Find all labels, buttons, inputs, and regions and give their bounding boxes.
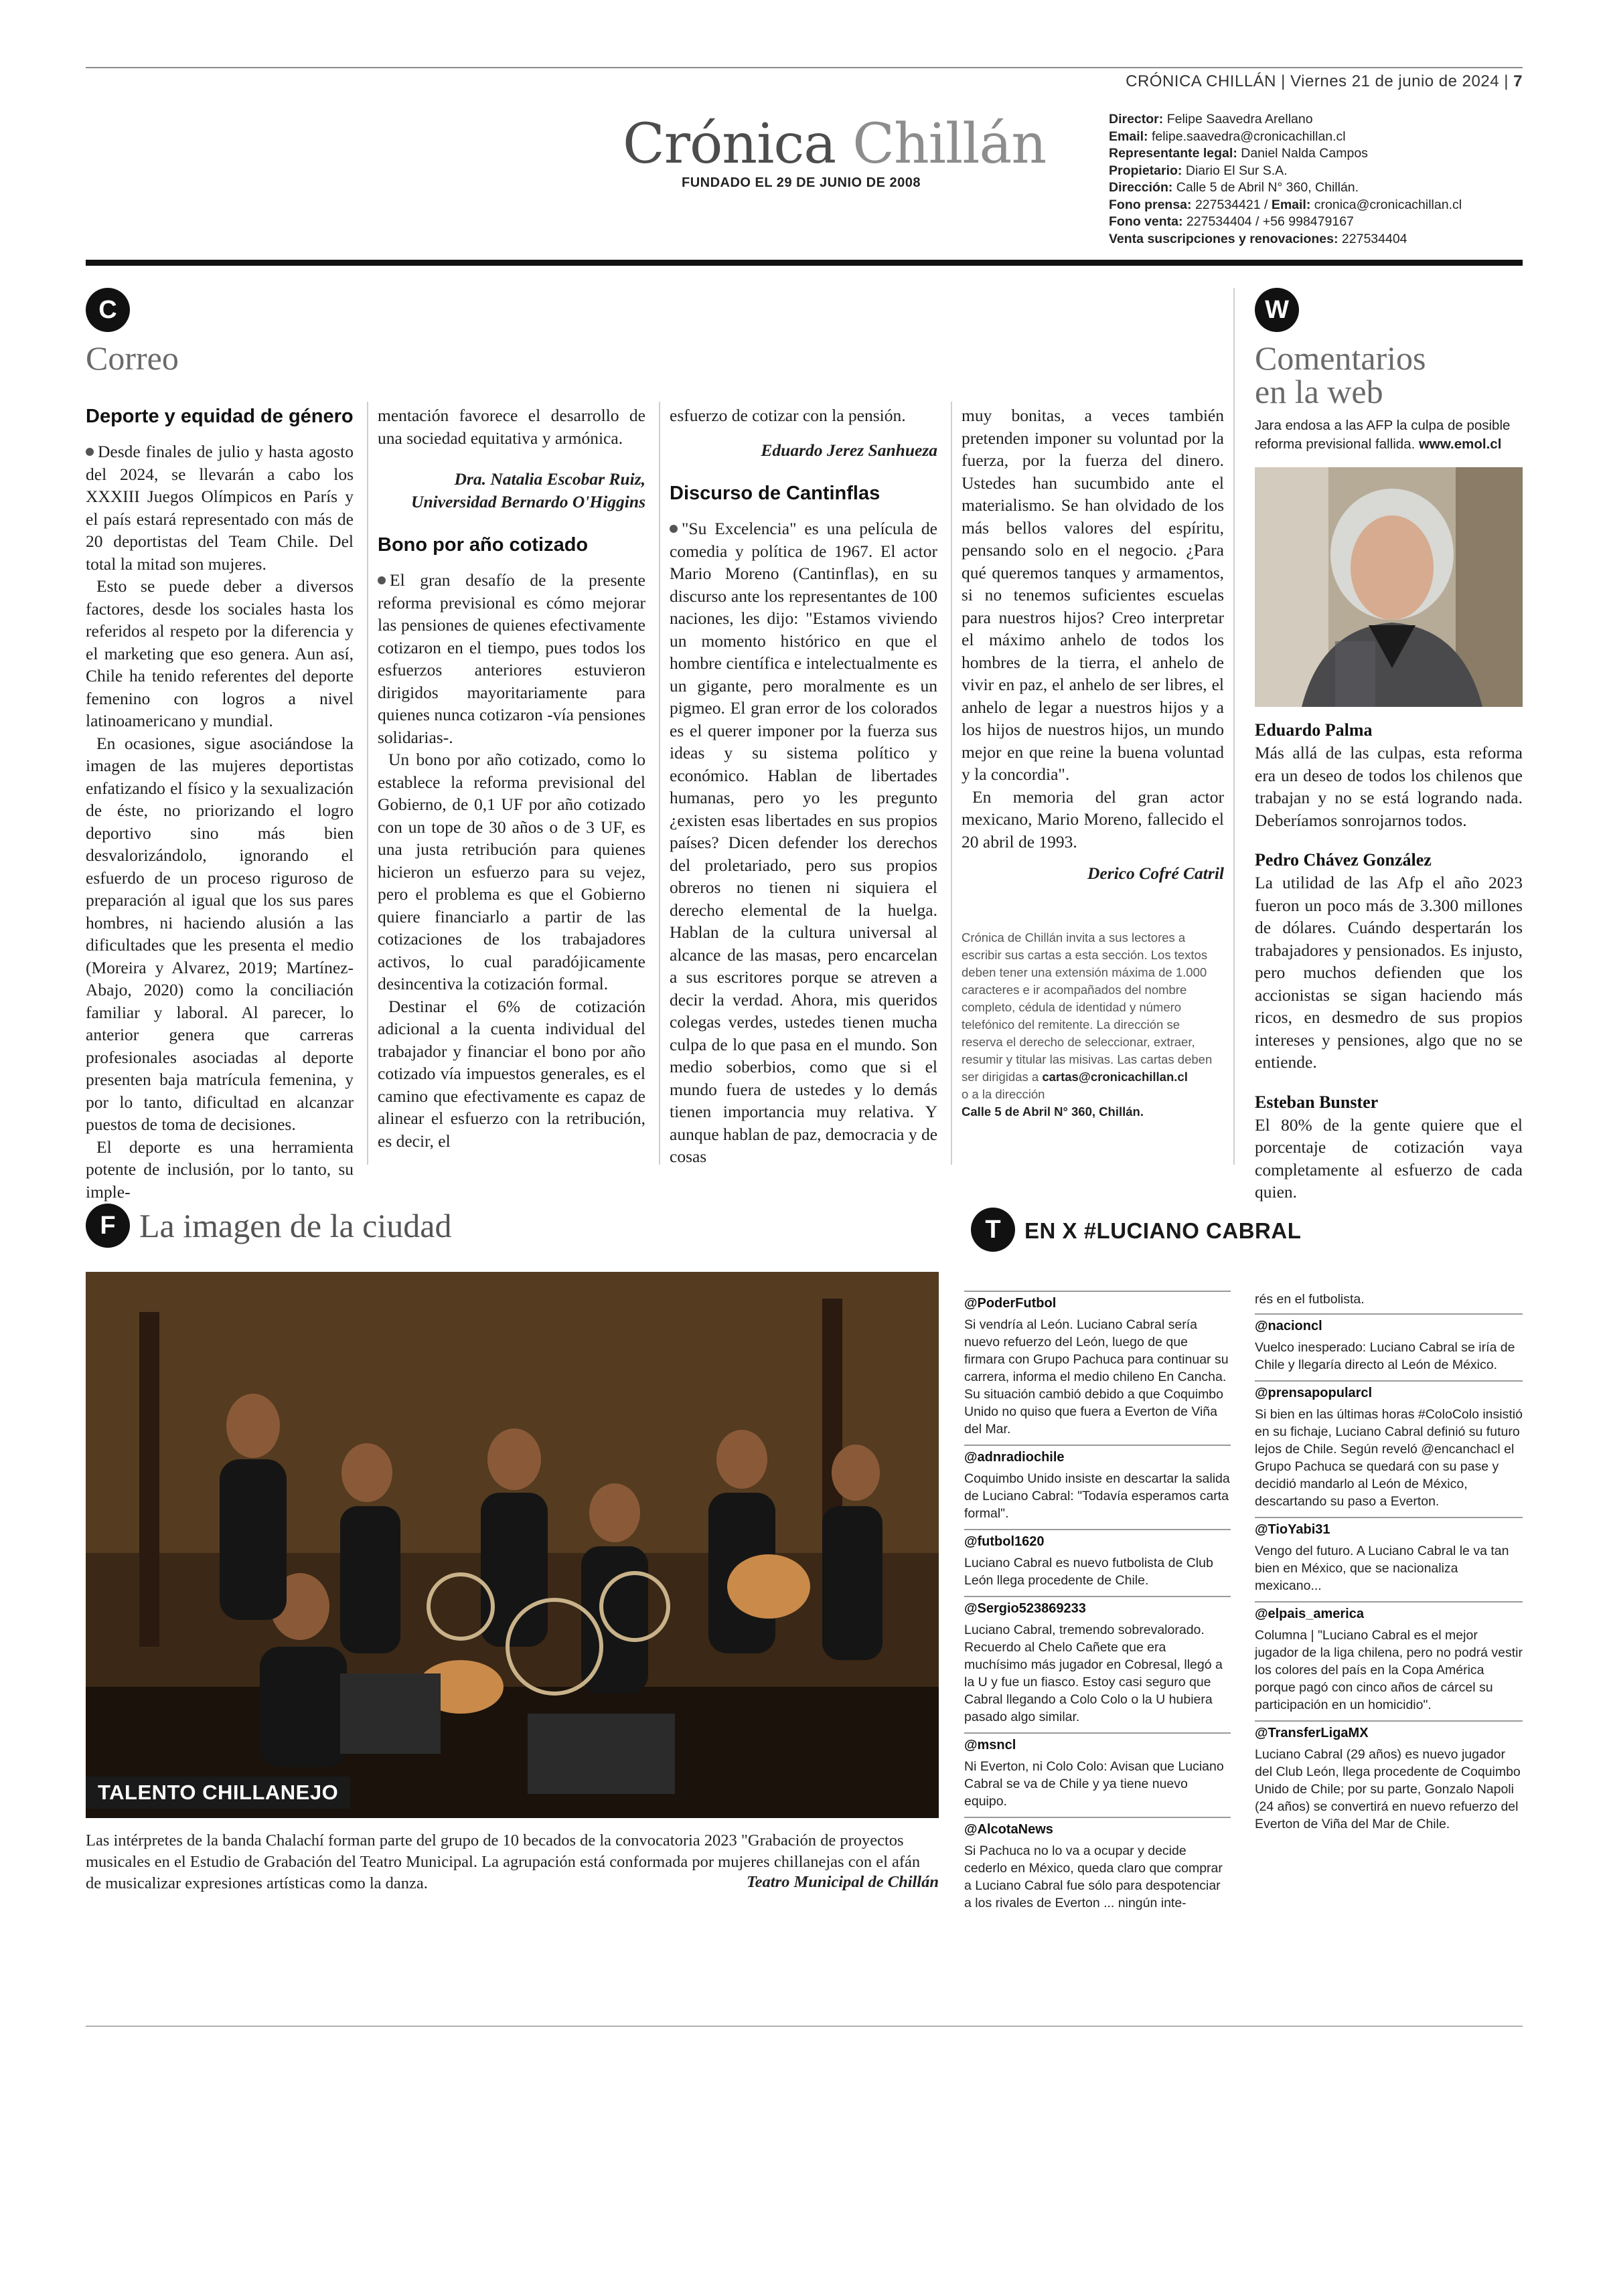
letter-column-2: mentación favorece el desarrollo de una sociedad equitativa y armónica. Dra. Natalia Escobar Ruiz, Universidad Bernardo O'Higgins Bono por año cotizado El gran desafío de la presente reforma previsional es cómo mejorar las pensiones de quienes efectivamente cotizaron en el tiempo, pues todos los esfuerzos anteriores estuvieron dirigidos mayoritariamente para quienes nunca cotizaron -vía pensiones solidarias-. Un bono por año cotizado, como lo establece la reforma previsional del Gobierno, de 0,1 UF por año cotizado con un tope de 30 años o de 3 UF, es una justa retribución para quienes hicieron un esfuerzo para su vejez, pero el problema es que el Gobierno quiere financiarlo a partir de las cotizaciones de los trabajadores activos, lo cual paradójicamente desincentiva la cotización formal. Destinar el 6% de cotización adicional a la cuenta individual del trabajador y financiar el bono por año cotizado vía impuestos generales, es el camino que efectivamente es capaz de alinear el esfuerzo con la retribución, es decir, el [378,406,645,1151]
bullet-dot [378,576,386,584]
letter-column-3: esfuerzo de cotizar con la pensión. Eduardo Jerez Sanhueza Discurso de Cantinflas "Su Excelencia" es una película de comedia y política de 1967. El actor Mario Moreno (Cantinflas), en su discurso ante los representantes de 100 naciones, les dijo: "Estamos viviendo un momento histórico en que el hombre científica e intelectualmente es un gigante, pero moralmente es un pigmeo. El gran error de los colorados es el querer imponer por la fuerza sus ideas y su sistema político y económico. Hablan de libertades humanas, pero yo les pregunto ¿existen esas libertades en sus propios países? Dicen defender los derechos del proletariado, pero sus propios obreros no tienen ni siquiera el derecho elemental de la huelga. Hablan de la cultura universal al alcance de las masas, pero encarcelan a sus escritores porque se atreven a decir la verdad. Ahora, mis queridos colegas verdes, ustedes tienen mucha culpa de lo que pasa en el mundo. Son medio soberbios, como que si el mundo fuera de ustedes y lo demás tienen importancia muy relativa. Y aunque hablan de paz, democracia y de cosas [670,406,938,1166]
tweet-text: Luciano Cabral, tremendo sobrevalorado. Recuerdo al Chelo Cañete que era muchísimo más jugador en Cobresal, llegó a la U y fue un fiasco. Estoy casi seguro que Cabral llegando a Colo Colo o la U hubiera pasado algo similar. [964,1623,1223,1724]
letter-title: Bono por año cotizado [378,534,589,556]
portrait-illustration [1255,467,1523,707]
column-divider [367,402,368,1165]
bullet-dot [86,448,94,456]
tweet-text: Coquimbo Unido insiste en descartar la salida de Luciano Cabral: "Todavía esperamos carta formal". [964,1471,1230,1521]
tweet-item [964,1529,1231,1589]
section-badge-correo: C [86,288,130,332]
tweet-continuation: rés en el futbolista. [1255,1292,1365,1307]
staff-row: Venta suscripciones y renovaciones: 227534404 [1109,231,1407,246]
tweet-handle[interactable]: @PoderFutbol [964,1296,1057,1311]
tweet-text: Columna | "Luciano Cabral es el mejor jugador de la liga chilena, pero no podrá vestir los colores del país en la Copa América porque pagó con cinco años de cárcel su participación en un homicidio". [1255,1628,1523,1712]
tweet-text: Si bien en las últimas horas #ColoColo insistió en su fichaje, Luciano Cabral definió su futuro lejos de Chile. Según reveló @encanchacl el Grupo Pachuca se quedará con su pase y decidió mandarlo al León de México, descartando su paso a Everton. [1255,1407,1523,1509]
tweet-handle[interactable]: @prensapopularcl [1255,1386,1373,1400]
section-title-web-1: Comentarios [1255,339,1426,377]
tweet-item [964,1291,1231,1438]
tweet-text: Ni Everton, ni Colo Colo: Avisan que Luciano Cabral se va de Chile y ya tiene nuevo equipo. [964,1759,1224,1809]
comment-item: Eduardo Palma Más allá de las culpas, esta reforma era un deseo de todos los chilenos que trabajan y no se está logrando nada. Deberíamos sonrojarnos todos. [1255,720,1523,830]
founded-line: FUNDADO EL 29 DE JUNIO DE 2008 [682,175,921,190]
masthead-logo [623,112,1046,176]
letter-title: Deporte y equidad de género [86,406,354,427]
section-title-x: EN X #LUCIANO CABRAL [1024,1218,1302,1243]
photo-caption: Las intérpretes de la banda Chalachí forman parte del grupo de 10 becados de la convocatoria 2023 "Grabación de proyectos musicales en el Estudio de Grabación del Teatro Municipal. La agrupación está conformada por mujeres chillanejas con el afán de musicalizar expresiones artísticas como la danza. [86,1831,921,1892]
letter-signature: Derico Cofré Catril [1087,864,1224,883]
letter-signature: Dra. Natalia Escobar Ruiz, [454,469,645,489]
web-subtitle: Jara endosa a las AFP la culpa de posible reforma previsional fallida. www.emol.cl [1255,418,1511,452]
tweet-text: Vuelco inesperado: Luciano Cabral se iría de Chile y llegaría directo al León de México. [1255,1340,1515,1372]
tweet-item [1255,1517,1523,1594]
tweet-handle[interactable]: @futbol1620 [964,1534,1045,1549]
tweet-handle[interactable]: @AlcotaNews [964,1822,1053,1837]
column-divider [1233,288,1235,1165]
tweet-handle[interactable]: @msncl [964,1738,1016,1752]
comment-author: Eduardo Palma [1255,720,1373,740]
tweet-handle[interactable]: @nacioncl [1255,1319,1322,1333]
letter-deporte: Deporte y equidad de género Desde finales de julio y hasta agosto del 2024, se llevarán a cabo los XXXIII Juegos Olímpicos en París y el país estará representado con más de 20 deportistas del Team Chile. Del total la mitad son mujeres. Esto se puede deber a diversos factores, desde los sociales hasta los referidos al respeto por la diferencia y el marketing que eso genera. Aun así, Chile ha tenido referentes del deporte femenino con logros a nivel latinoamericano y mundial. En ocasiones, sigue asociándose la imagen de las mujeres deportistas enfatizando el físico y la sexualización de éste, no priorizando el logro deportivo sino más bien desvalorizándolo, ignorando el esfuerdo de un proceso riguroso de preparación al igual que los sus pares hombres, ni haciendo alusión a las dificultades que les presenta el medio (Moreira y Alvarez, 2019; Martínez-Abajo, 2020) como la conciliación familiar y laboral. Al parecer, lo anterior genera que carreras profesionales asociadas al deporte presenten baja matrícula femenina, y por lo tanto, dificultad en alcanzar puestos de toma de decisiones. El deporte es una herramienta potente de inclusión, por lo tanto, su imple- [86,406,354,1202]
tweets-column-2 [1255,1291,1523,1839]
comment-item: Pedro Chávez González La utilidad de las Afp el año 2023 fueron un poco más de 3.300 millones de dólares. Cuándo despertarán los trabajadores y pensionados. Es injusto, pero muchos defienden que los accionistas se sigan haciendo más ricos, en desmedro de sus propios intereses y pensiones, algo que no se entiende. [1255,850,1523,1072]
folio-paper: CRÓNICA CHILLÁN [1126,72,1277,90]
photo-credit: Teatro Municipal de Chillán [746,1873,939,1891]
comment-author: Esteban Bunster [1255,1092,1379,1112]
tweets-column-1 [964,1291,1231,1918]
letter-signature: Eduardo Jerez Sanhueza [761,440,937,460]
comment-author: Pedro Chávez González [1255,850,1432,870]
tweet-item [964,1596,1231,1726]
section-badge-city: F [86,1204,130,1248]
staff-box [1109,111,1524,248]
logo-word-2: Chillán [852,112,1047,176]
tweet-text: Vengo del futuro. A Luciano Cabral le va tan bien en México, que se nacionaliza mexicano... [1255,1544,1509,1593]
bottom-rule [86,2026,1523,2027]
tweet-handle[interactable]: @adnradiochile [964,1450,1065,1465]
letter-column-4: muy bonitas, a veces también pretenden imponer su voluntad por la fuerza, por la fuerza del dinero. Ustedes han sucumbido ante el materialismo. Se han olvidado de los más bellos valores del espíritu, pensando solo en el negocio. ¿Para qué queremos tanques y armamentos, si no tenemos suficientes escuelas para nuestros hijos? Creo interpretar el máximo anhelo de todos los hombres de la tierra, el anhelo de vivir en paz, el anhelo de ser libres, el anhelo de legar a nuestros hijos y a los hijos de nuestros hijos, un mundo mejor en que reine la buena voluntad y la concordia". En memoria del gran actor mexicano, Mario Moreno, fallecido el 20 abril de 1993. Derico Cofré Catril [962,404,1224,885]
column-divider [951,402,952,1165]
folio: CRÓNICA CHILLÁN | Viernes 21 de junio de 2024 | 7 [1126,72,1523,90]
staff-row: Propietario: Diario El Sur S.A. [1109,163,1288,178]
letters-address: Calle 5 de Abril N° 360, Chillán. [962,1104,1144,1119]
staff-row: Fono prensa: 227534421 / Email: cronica@cronicachillan.cl [1109,197,1462,212]
folio-date: Viernes 21 de junio de 2024 [1290,72,1500,90]
web-source: www.emol.cl [1418,436,1502,452]
tweet-item [964,1817,1231,1912]
portrait-photo [1255,467,1523,707]
masthead-rule [86,260,1523,266]
top-rule [86,67,1523,68]
tweet-handle[interactable]: @elpais_america [1255,1607,1364,1621]
tweet-text: Luciano Cabral es nuevo futbolista de Club León llega procedente de Chile. [964,1556,1213,1588]
bullet-dot [670,525,678,533]
section-badge-x: T [971,1208,1015,1252]
photo-label: TALENTO CHILLANEJO [86,1777,350,1809]
letter-title: Discurso de Cantinflas [670,483,881,504]
letters-notice: Crónica de Chillán invita a sus lectores a escribir sus cartas a esta sección. Los textos deben tener una extensión máxima de 1.000 caracteres e ir acompañados del nombre completo, cédula de identidad y número telefónico del remitente. La dirección se reserva el derecho de seleccionar, extraer, resumir y titular las misivas. Las cartas deben ser dirigidas a cartas@cronicachillan.cl o a la dirección Calle 5 de Abril N° 360, Chillán. [962,930,1213,1119]
letters-email[interactable]: cartas@cronicachillan.cl [1042,1070,1188,1084]
tweet-item [964,1445,1231,1522]
band-photo-illustration [86,1272,939,1818]
section-title-web-2: en la web [1255,373,1383,410]
logo-word-1: Crónica [623,112,836,176]
section-title-correo: Correo [86,339,179,377]
tweet-handle[interactable]: @Sergio523869233 [964,1601,1086,1616]
tweet-text: Luciano Cabral (29 años) es nuevo jugador del Club León, llega procedente de Coquimbo Unido de Chile; por su parte, Gonzalo Napoli (24 años) se convertirá en nuevo refuerzo del Everton de Viña del Mar de Chile. [1255,1747,1521,1831]
letter-signature-affiliation: Universidad Bernardo O'Higgins [411,491,645,511]
tweet-text: Si vendría al León. Luciano Cabral sería nuevo refuerzo del León, luego de que firmara con Grupo Pachuca para continuar su carrera, informa el medio chileno En Cancha. Su situación cambió debido a que Coquimbo Unido no quiso que fuera a Everton de Viña del Mar. [964,1317,1229,1437]
folio-page: 7 [1513,72,1523,90]
staff-row: Representante legal: Daniel Nalda Campos [1109,146,1368,161]
column-divider [659,402,660,1165]
tweet-handle[interactable]: @TioYabi31 [1255,1522,1330,1537]
staff-row: Director: Felipe Saavedra Arellano [1109,112,1313,127]
tweet-item [1255,1313,1523,1374]
staff-row: Fono venta: 227534404 / +56 998479167 [1109,214,1354,229]
tweet-handle[interactable]: @TransferLigaMX [1255,1726,1369,1740]
staff-row: Dirección: Calle 5 de Abril N° 360, Chillán. [1109,180,1359,195]
section-badge-web: W [1255,288,1299,332]
staff-row: Email: felipe.saavedra@cronicachillan.cl [1109,129,1346,144]
city-photo [86,1272,939,1818]
tweet-text: Si Pachuca no lo va a ocupar y decide cederlo en México, queda claro que comprar a Luciano Cabral fue sólo para despotenciar a los rivales de Everton ... ningún inte- [964,1843,1223,1910]
web-comments [1255,719,1523,1204]
comment-item: Esteban Bunster El 80% de la gente quiere que el porcentaje de cotización vaya completamente al esfuerzo de cada quien. [1255,1092,1523,1202]
tweet-item [1255,1380,1523,1510]
tweet-item [1255,1720,1523,1833]
section-title-city: La imagen de la ciudad [139,1207,452,1244]
tweet-item [964,1732,1231,1810]
tweet-item [1255,1601,1523,1714]
